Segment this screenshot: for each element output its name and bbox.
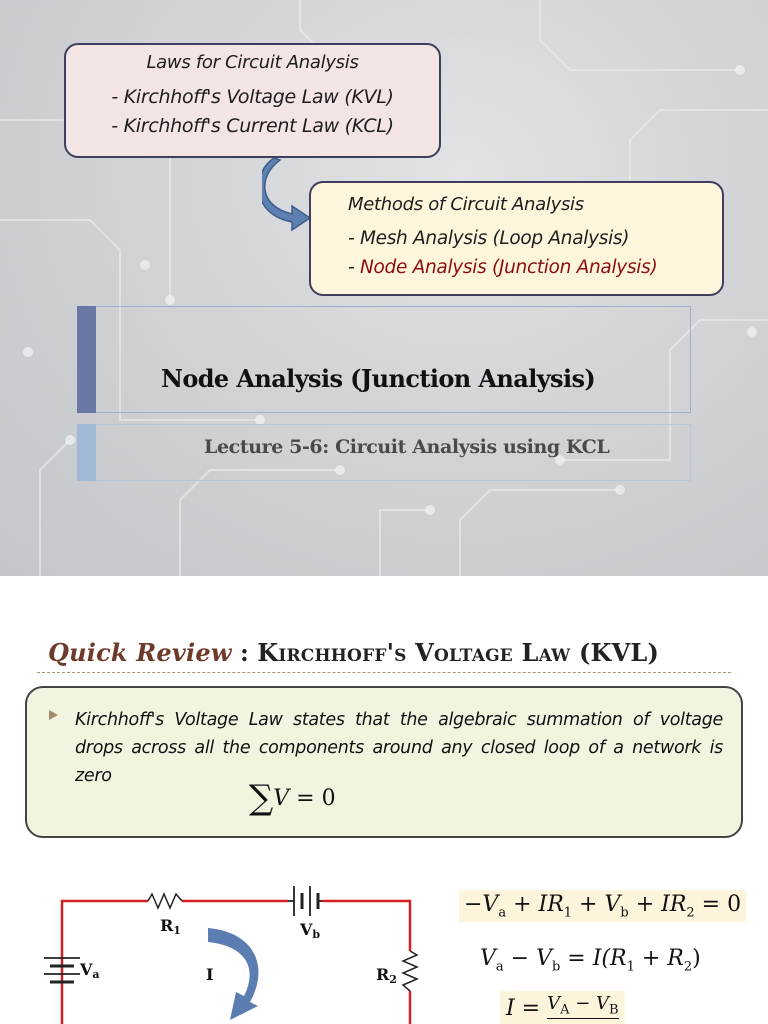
title-accent-bar — [77, 306, 96, 413]
heading-quick-review: Quick Review — [48, 638, 232, 667]
label-vb-sub: b — [312, 928, 321, 941]
label-va-sub: a — [92, 968, 100, 981]
laws-box-title: Laws for Circuit Analysis — [146, 52, 359, 73]
label-r2: R — [376, 965, 390, 984]
methods-item-mesh: - Mesh Analysis (Loop Analysis) — [348, 228, 630, 249]
equation-kvl-loop: $-V_a + IR_1 + V_b + IR_2 = 0$ — [459, 890, 746, 922]
methods-item-dash: - — [348, 257, 360, 278]
kvl-eq-rhs: = 0 — [289, 786, 336, 811]
equation-current: $I = V_A - V_B$ — [500, 991, 625, 1024]
label-vb: V — [300, 920, 313, 939]
svg-text:R2 — [376, 965, 397, 986]
svg-text:Va — [79, 960, 100, 981]
kvl-eq-var: V — [273, 786, 290, 811]
methods-box — [309, 181, 724, 296]
slide-title: Node Analysis (Junction Analysis) — [161, 364, 596, 393]
resistor-r1 — [148, 894, 182, 908]
equation-rearranged: $V_a - V_b = I(R_1 + R_2)$ — [480, 946, 701, 975]
battery-vb — [288, 886, 322, 916]
laws-box — [64, 43, 441, 158]
current-arrow-icon — [208, 928, 258, 1020]
heading-separator: : — [231, 638, 258, 667]
heading-divider — [37, 672, 731, 673]
methods-box-title: Methods of Circuit Analysis — [348, 194, 584, 215]
svg-text:Vb — [299, 920, 320, 941]
label-current: I — [206, 965, 214, 984]
label-va: V — [80, 960, 93, 979]
svg-text:R1 — [160, 916, 181, 937]
bullet-arrow-icon — [49, 710, 58, 720]
kvl-definition-text: Kirchhoff's Voltage Law states that the algebraic summation of voltage drops across all the components around any closed loop of a network is zero — [75, 710, 723, 786]
title-frame — [77, 306, 691, 413]
series-circuit-diagram — [30, 876, 430, 1024]
heading-topic: Kirchhoff's Voltage Law (KVL) — [257, 638, 660, 667]
label-r1-sub: 1 — [173, 924, 181, 937]
kvl-definition-box — [25, 686, 743, 838]
label-r2-sub: 2 — [389, 973, 397, 986]
label-r1: R — [160, 916, 174, 935]
resistor-r2 — [403, 951, 417, 991]
slide-subtitle: Lecture 5-6: Circuit Analysis using KCL — [204, 436, 610, 458]
kvl-equation — [249, 778, 336, 818]
subtitle-accent-bar — [77, 424, 96, 481]
laws-item-kvl: - Kirchhoff's Voltage Law (KVL) — [111, 86, 394, 108]
kvl-review-slide — [0, 576, 768, 1024]
methods-item-node-highlight: Node Analysis (Junction Analysis) — [359, 257, 658, 278]
laws-item-kcl: - Kirchhoff's Current Law (KCL) — [111, 115, 394, 137]
slide-heading — [48, 638, 659, 667]
methods-item-node — [348, 253, 722, 282]
sigma-symbol: ∑ — [249, 778, 274, 818]
